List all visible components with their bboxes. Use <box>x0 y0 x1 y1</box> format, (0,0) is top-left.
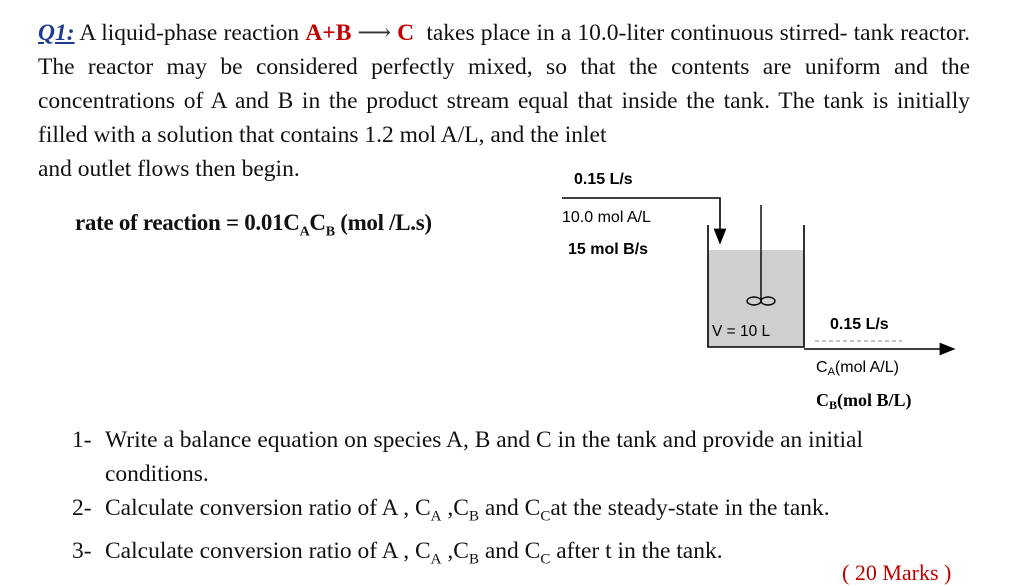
problem-last-line: and outlet flows then begin. <box>38 156 300 182</box>
reaction-reactants: A+B <box>305 20 352 46</box>
q3-pre: Calculate conversion ratio of A , C <box>105 537 431 564</box>
problem-line1-rest: takes place in a 10.0-liter continuous stirred- <box>426 20 848 46</box>
q2-pre: Calculate conversion ratio of A , C <box>105 495 431 521</box>
reaction-product: C <box>397 20 415 46</box>
q3-sub-a: A <box>430 551 442 568</box>
rate-coef: 0.01 <box>244 210 284 235</box>
q2-mid1: ,C <box>441 495 469 521</box>
question-number: Q1: <box>38 20 75 46</box>
question-number-3: 3- <box>72 537 92 564</box>
q3-mid1: ,C <box>441 537 469 564</box>
rate-s1: A <box>299 224 310 240</box>
q2-sub-b: B <box>468 508 479 525</box>
rate-eq: = <box>225 210 239 235</box>
inlet-concentration-label: 10.0 mol A/L <box>562 209 651 226</box>
rate-equation <box>75 210 432 241</box>
question-item-1 <box>72 423 972 491</box>
question-list <box>72 423 972 576</box>
inlet-rate-label: 15 mol B/s <box>568 241 649 258</box>
reaction-arrow: ⟶ <box>357 20 392 46</box>
inlet-flow-label: 0.15 L/s <box>574 171 633 188</box>
q2-mid2: and C <box>478 495 541 521</box>
rate-lhs: rate of reaction <box>75 210 221 235</box>
question-item-3 <box>72 534 972 577</box>
q3-sub-c: C <box>540 551 551 568</box>
q3-sub-b: B <box>468 551 479 568</box>
q2-sub-a: A <box>430 508 442 525</box>
rate-c1: C <box>283 210 300 235</box>
rate-units: (mol /L.s) <box>340 210 432 235</box>
problem-intro: A liquid-phase reaction <box>79 20 300 46</box>
outlet-cb-label: CB(mol B/L) <box>816 390 912 412</box>
question-text-2 <box>105 491 972 534</box>
outlet-flow-label: 0.15 L/s <box>830 316 889 333</box>
marks-label: ( 20 Marks ) <box>842 560 952 585</box>
q2-sub-c: C <box>540 508 551 525</box>
rate-s2: B <box>325 224 335 240</box>
question-number-2: 2- <box>72 495 92 521</box>
cstr-diagram <box>540 155 970 417</box>
q3-mid2: and C <box>478 537 541 564</box>
problem-body: tank reactor. The reactor may be considered perfectly mixed, so that the contents are uniform and the concentrations of A and B in the product stream equal that inside the tank. The tank is initially filled with a solution that contains 1.2 mol A/L, and the inlet <box>38 20 971 148</box>
rate-c2: C <box>309 210 326 235</box>
question-text-1: Write a balance equation on species A, B and C in the tank and provide an initial conditions. <box>105 427 864 487</box>
question-number-1: 1- <box>72 427 92 453</box>
q2-post: at the steady-state in the tank. <box>550 495 830 521</box>
question-item-2 <box>72 491 972 534</box>
outlet-ca-label: CA(mol A/L) <box>816 359 899 378</box>
q3-post: after t in the tank. <box>550 537 723 564</box>
tank-volume-label: V = 10 L <box>712 323 771 340</box>
